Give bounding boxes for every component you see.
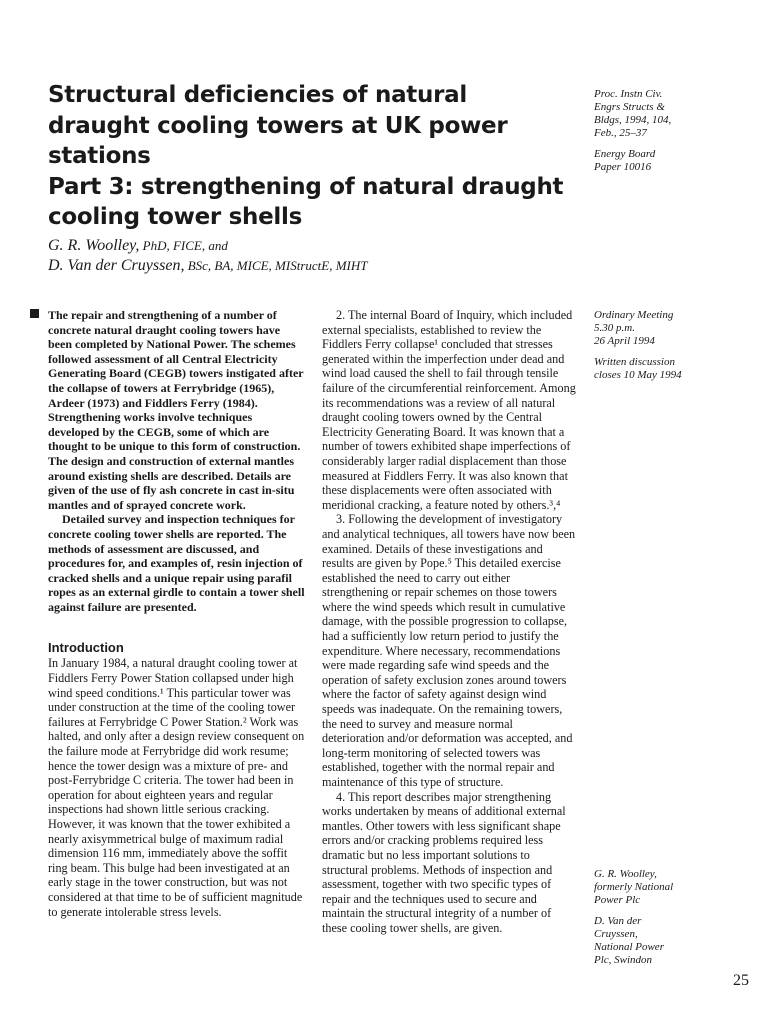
paper-number: Energy Board Paper 10016: [594, 148, 656, 173]
paper-title: [48, 80, 568, 233]
meeting-info: Ordinary Meeting 5.30 p.m. 26 April 1994: [594, 309, 674, 347]
left-column: [48, 308, 306, 919]
introduction-heading: Introduction: [48, 640, 124, 656]
right-column: [322, 308, 577, 936]
author-1-name: G. R. Woolley,: [48, 237, 140, 254]
sidebar-meeting: [594, 309, 706, 390]
intro-paragraph-1: In January 1984, a natural draught cooling tower at Fiddlers Ferry Power Station collapsed under high wind speed conditions.¹ This particular tower was under construction at the time of the cooling tower failures at Ferrybridge C Power Station.² Work was halted, and only after a design review consequent on the failure mode at Ferrybridge did work resume; hence the tower design was a mixture of pre- and post-Ferrybridge C criteria. The tower had been in operation for about eighteen years and regular inspections had shown little serious cracking. However, it was known that the tower exhibited a nearly axisymmetrical bulge of maximum radial dimension 116 mm, immediately above the soffit ring beam. This bulge had been investigated at an early stage in the tower construction, but was not considered at that time to be of sufficient magnitude to generate intolerable stress levels.: [48, 656, 305, 919]
author-1-affiliation: G. R. Woolley, formerly National Power Plc: [594, 868, 674, 906]
author-2-name: D. Van der Cruyssen,: [48, 257, 185, 274]
title-line-3: stations: [48, 143, 151, 169]
body-paragraph-3: 3. Following the development of investigatory and analytical techniques, all towers have now been examined. Details of these investigations and results are given by Pope.⁵ This detailed exercise established the need to carry out either strengthening or repair schemes on those towers where the wind speeds which result in cumulative damage, with the possible progression to collapse, had a sufficiently low return period to justify the expenditure. Where necessary, recommendations were made regarding safe wind speeds and the operation of safety exclusion zones around towers where the factor of safety against design wind speeds was inadequate. On the remaining towers, the need to survey and measure normal deterioration and/or deformation was accepted, and long-term monitoring of selected towers was established, together with the normal repair and maintenance of this type of structure.: [322, 512, 576, 789]
abstract-paragraph-1: The repair and strengthening of a number of concrete natural draught cooling towers have been completed by National Power. The schemes followed assessment of all Central Electricity Generating Board (CEGB) towers instigated after the collapse of towers at Ferrybridge (1965), Ardeer (1973) and Fiddlers Ferry (1984). Strengthening works involve techniques developed by the CEGB, some of which are thought to be unique to this form of construction. The design and construction of external mantles around existing shells are described. Details are given of the use of fly ash concrete in cast in-situ mantles and of sprayed concrete work.: [48, 308, 304, 512]
author-2-quals: BSc, BA, MICE, MIStructE, MIHT: [184, 258, 368, 273]
author-1-quals: PhD, FICE, and: [139, 238, 228, 253]
title-line-2: draught cooling towers at UK power: [48, 112, 508, 139]
author-2: [48, 256, 568, 276]
discussion-info: Written discussion closes 10 May 1994: [594, 356, 682, 381]
citation: Proc. Instn Civ. Engrs Structs & Bldgs, 1994, 104, Feb., 25–37: [594, 88, 672, 139]
sidebar-top: [594, 88, 706, 182]
title-line-4: Part 3: strengthening of natural draught: [48, 173, 564, 200]
page-number: 25: [733, 972, 749, 989]
author-1: [48, 236, 568, 256]
body-paragraph-2: 2. The internal Board of Inquiry, which included external specialists, established to review the Fiddlers Ferry collapse¹ concluded that stresses generated within the imperfection under dead and wind load caused the shell to fail through tensile failure of the circumferential reinforcement. Among its recommendations was a review of all natural draught cooling towers owned by the Central Electricity Generating Board. It was known that a number of towers exhibited shape imperfections of considerably larger radial displacement than those measured at Fiddlers Ferry. It was also known that these displacements were often associated with meridional cracking, a feature noted by others.³,⁴: [322, 308, 576, 512]
body-paragraph-4: 4. This report describes major strengthening works undertaken by means of additional external mantles. Other towers with less significant shape errors and/or cracking problems required less dramatic but no less important solutions to structural problems. Methods of inspection and assessment, together with two specific types of repair and the techniques used to secure and maintain the structural integrity of a number of these cooling tower shells, are given.: [322, 789, 566, 935]
abstract-paragraph-2: Detailed survey and inspection techniques for concrete cooling tower shells are reported. The methods of assessment are discussed, and procedures for, and examples of, resin injection of cracked shells and a unique repair using parafil ropes as an external girdle to contain a tower shell against failure are presented.: [48, 512, 305, 614]
abstract: [48, 308, 306, 614]
title-line-1: Structural deficiencies of natural: [48, 82, 467, 108]
author-2-affiliation: D. Van der Cruyssen, National Power Plc, Swindon: [594, 915, 664, 966]
abstract-bullet: [30, 309, 39, 318]
author-list: [48, 236, 568, 276]
sidebar-authors: [594, 868, 706, 975]
title-line-5: cooling tower shells: [48, 204, 302, 230]
